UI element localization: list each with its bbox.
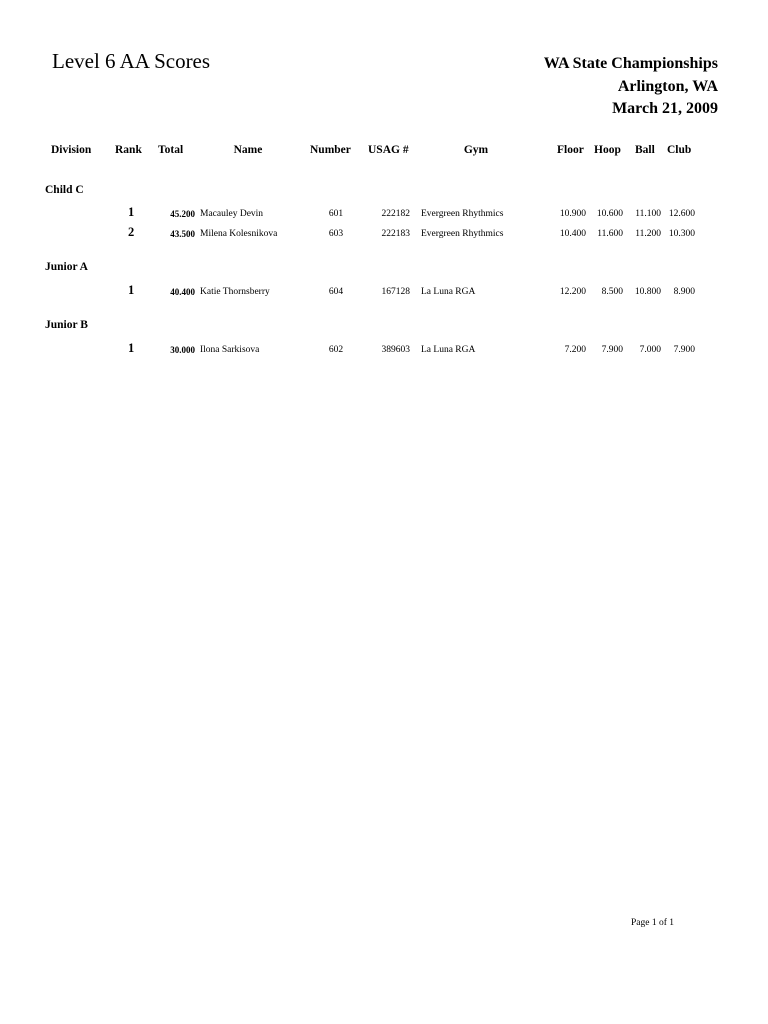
column-header-floor: Floor [557, 144, 584, 156]
total-cell: 43.500 [170, 229, 195, 239]
gym-cell: Evergreen Rhythmics [421, 229, 504, 239]
usag-cell: 222183 [381, 229, 410, 239]
table-row [0, 206, 768, 222]
number-cell: 604 [328, 287, 344, 297]
gymnast-name-cell: Macauley Devin [200, 209, 264, 219]
ball-score-cell: 7.000 [639, 345, 661, 355]
gym-cell: Evergreen Rhythmics [421, 209, 504, 219]
report-title: Level 6 AA Scores [52, 49, 211, 73]
column-header-rank: Rank [115, 144, 142, 156]
column-header-gym: Gym [463, 144, 489, 156]
club-score-cell: 12.600 [668, 209, 695, 219]
page-number: Page 1 of 1 [630, 918, 674, 928]
gymnast-name-cell: Ilona Sarkisova [200, 345, 260, 355]
event-name: WA State Championships [543, 55, 718, 72]
usag-cell: 389603 [381, 345, 410, 355]
table-row [0, 284, 768, 300]
column-header-total: Total [158, 144, 184, 156]
division-label-child-c: Child C [45, 184, 84, 196]
usag-cell: 167128 [381, 287, 410, 297]
event-date: March 21, 2009 [612, 100, 718, 117]
hoop-score-cell: 11.600 [597, 229, 623, 239]
column-header-number: Number [310, 144, 351, 156]
floor-score-cell: 10.400 [559, 229, 586, 239]
usag-cell: 222182 [381, 209, 410, 219]
floor-score-cell: 10.900 [559, 209, 586, 219]
total-cell: 30.000 [170, 345, 195, 355]
rank-cell: 1 [128, 341, 135, 355]
column-header-name: Name [233, 144, 263, 156]
gymnast-name-cell: Katie Thornsberry [200, 287, 270, 297]
rank-cell: 1 [128, 283, 135, 297]
ball-score-cell: 10.800 [634, 287, 661, 297]
hoop-score-cell: 8.500 [601, 287, 623, 297]
table-row [0, 226, 768, 242]
column-header-usag: USAG # [368, 144, 409, 156]
rank-cell: 1 [128, 205, 135, 219]
total-cell: 45.200 [170, 209, 195, 219]
column-header-division: Division [51, 144, 92, 156]
number-cell: 601 [328, 209, 344, 219]
ball-score-cell: 11.200 [635, 229, 661, 239]
division-label-junior-b: Junior B [45, 319, 88, 331]
number-cell: 603 [328, 229, 344, 239]
column-header-hoop: Hoop [594, 144, 621, 156]
club-score-cell: 7.900 [673, 345, 695, 355]
rank-cell: 2 [128, 225, 135, 239]
club-score-cell: 8.900 [673, 287, 695, 297]
gymnast-name-cell: Milena Kolesnikova [200, 229, 278, 239]
column-header-ball: Ball [635, 144, 655, 156]
club-score-cell: 10.300 [668, 229, 695, 239]
event-info [544, 53, 718, 121]
gym-cell: La Luna RGA [421, 287, 476, 297]
division-label-junior-a: Junior A [45, 261, 88, 273]
total-cell: 40.400 [170, 287, 195, 297]
ball-score-cell: 11.100 [635, 209, 661, 219]
floor-score-cell: 7.200 [564, 345, 586, 355]
gym-cell: La Luna RGA [421, 345, 476, 355]
hoop-score-cell: 10.600 [596, 209, 623, 219]
event-location: Arlington, WA [617, 77, 718, 95]
hoop-score-cell: 7.900 [601, 345, 623, 355]
table-row [0, 342, 768, 358]
number-cell: 602 [328, 345, 344, 355]
column-header-club: Club [667, 144, 692, 156]
floor-score-cell: 12.200 [559, 287, 586, 297]
